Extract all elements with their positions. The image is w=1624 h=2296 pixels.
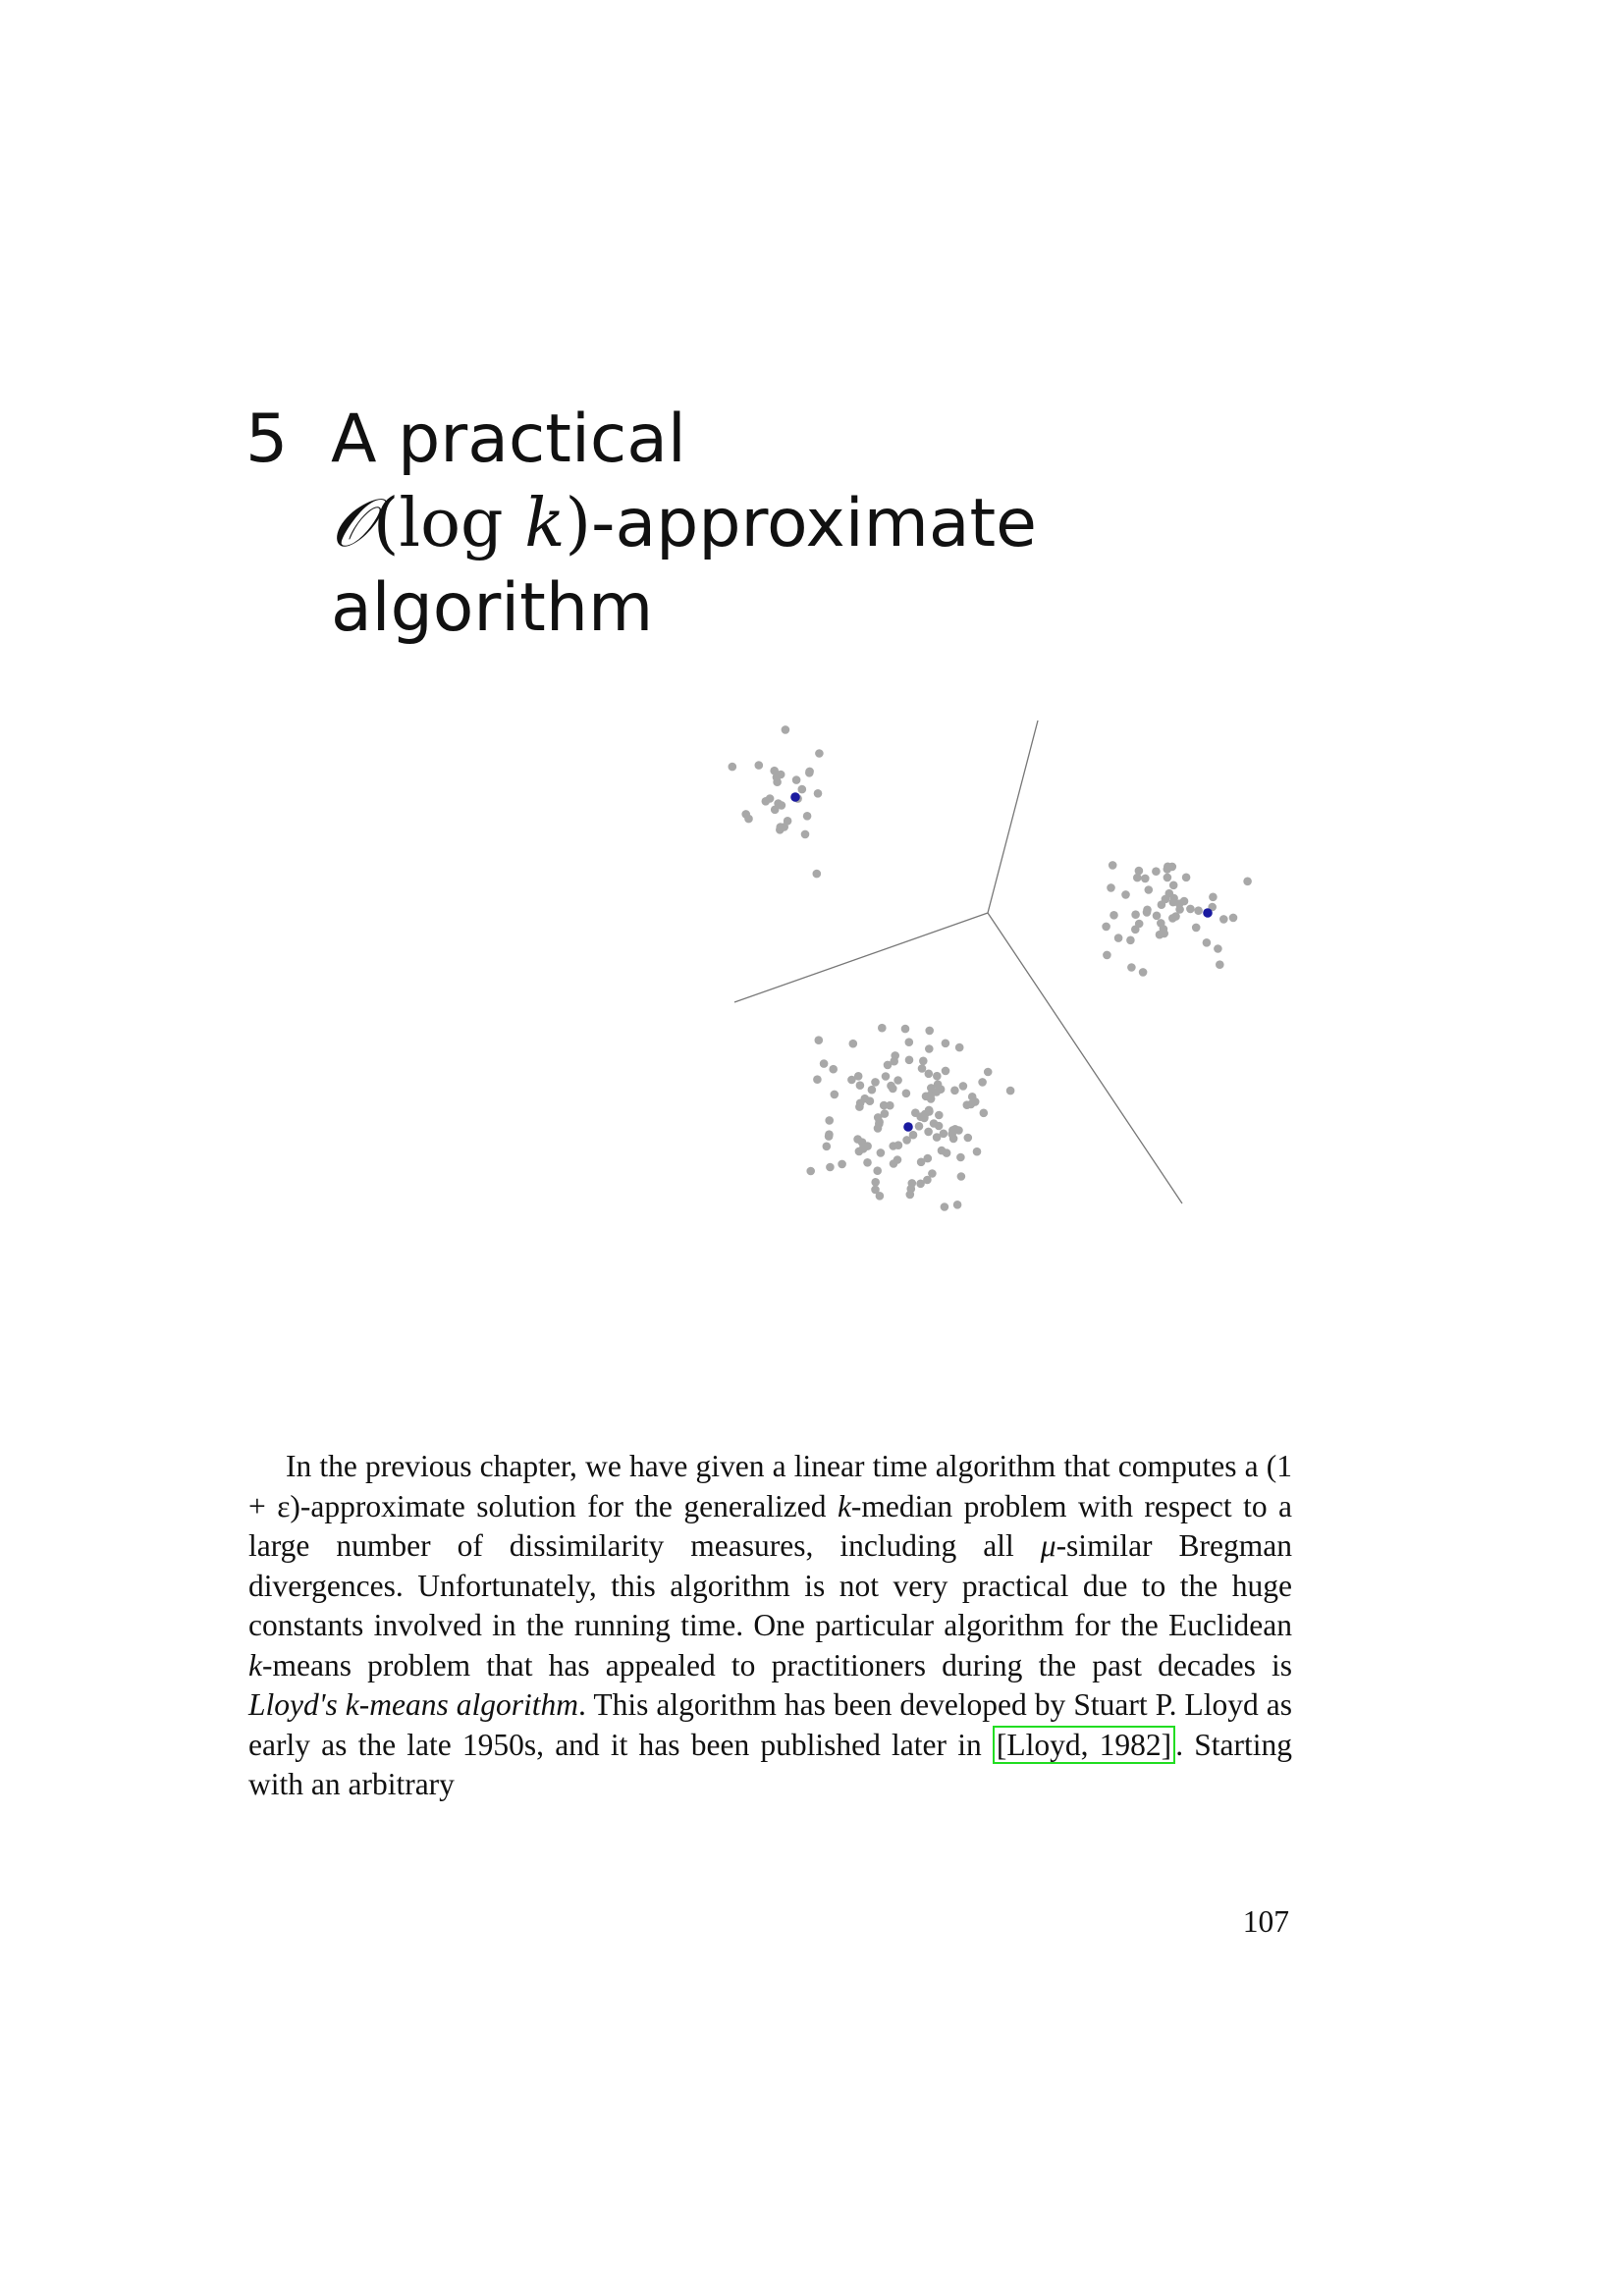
data-point: [853, 1135, 862, 1144]
data-point: [1164, 865, 1172, 874]
data-point: [902, 1136, 911, 1145]
mu-variable: μ: [1040, 1528, 1056, 1563]
data-point: [815, 1036, 824, 1044]
lloyds-algorithm-term: Lloyd's k-means algorithm: [248, 1687, 579, 1722]
data-point: [823, 1143, 832, 1151]
data-point: [782, 725, 790, 734]
data-point: [878, 1024, 887, 1033]
data-point: [1186, 905, 1195, 914]
data-point: [937, 1085, 946, 1094]
data-point: [905, 1038, 914, 1046]
close-paren: ): [565, 485, 591, 562]
data-points: [729, 725, 1252, 1211]
citation-link[interactable]: [Lloyd, 1982]: [993, 1726, 1175, 1764]
data-point: [893, 1155, 902, 1164]
data-point: [871, 1178, 880, 1187]
data-point: [838, 1160, 846, 1169]
data-point: [829, 1065, 838, 1074]
text-segment: . Starting with an arbitrary: [248, 1727, 1292, 1801]
data-point: [755, 761, 764, 770]
data-point: [874, 1113, 883, 1122]
data-point: [876, 1192, 885, 1201]
chapter-title-line-2: [331, 482, 1116, 566]
data-point: [957, 1172, 966, 1181]
data-point: [933, 1072, 942, 1081]
data-point: [1139, 968, 1148, 977]
data-point: [905, 1056, 914, 1065]
data-point: [863, 1142, 872, 1150]
data-point: [813, 870, 822, 879]
data-point: [938, 1147, 947, 1155]
data-point: [902, 1090, 911, 1098]
data-point: [1153, 912, 1162, 921]
cluster-center: [903, 1122, 913, 1132]
chapter-number: 5: [245, 400, 289, 478]
data-point: [826, 1163, 835, 1172]
data-point: [1109, 861, 1117, 870]
data-point: [1114, 934, 1123, 942]
boundary-line: [988, 913, 1182, 1203]
data-point: [959, 1082, 968, 1091]
data-point: [1192, 924, 1201, 933]
text-segment: In the previous chapter, we have given a linear time algorithm that computes a (1 + ε)-approximate solution for the generalized: [248, 1449, 1292, 1523]
approximate-text: -approximate: [590, 485, 1038, 562]
data-point: [877, 1148, 886, 1157]
data-point: [801, 830, 810, 839]
data-point: [863, 1158, 872, 1167]
data-point: [935, 1111, 944, 1120]
data-point: [942, 1067, 950, 1076]
data-point: [918, 1064, 927, 1073]
chapter-title-line-1: A practical: [331, 400, 686, 478]
data-point: [971, 1097, 980, 1106]
data-point: [893, 1076, 902, 1085]
data-point: [889, 1142, 897, 1150]
data-point: [744, 815, 753, 824]
data-point: [973, 1148, 982, 1156]
data-point: [1165, 889, 1174, 898]
data-point: [770, 767, 779, 775]
data-point: [984, 1068, 993, 1077]
data-point: [813, 1075, 822, 1084]
paragraph-1: [248, 1447, 1292, 1805]
data-point: [930, 1119, 939, 1128]
data-point: [861, 1095, 870, 1103]
cluster-center: [1203, 908, 1213, 918]
boundary-line: [734, 913, 988, 1002]
data-point: [978, 1078, 987, 1087]
data-point: [856, 1081, 865, 1090]
data-point: [947, 1130, 956, 1139]
data-point: [820, 1059, 829, 1068]
data-point: [925, 1027, 934, 1036]
data-point: [926, 1092, 935, 1100]
chapter-title: [331, 398, 1116, 651]
data-point: [953, 1201, 962, 1209]
data-point: [1219, 915, 1228, 924]
data-point: [825, 1132, 834, 1141]
data-point: [1175, 899, 1184, 908]
data-point: [884, 1061, 893, 1070]
data-point: [1126, 936, 1135, 945]
data-point: [825, 1116, 834, 1125]
data-point: [1169, 881, 1178, 890]
text-segment: . This algorithm has been developed by Stuart P. Lloyd as early as the late 1950s, and it has been published later in: [248, 1687, 1293, 1762]
data-point: [917, 1158, 926, 1167]
data-point: [1214, 944, 1222, 953]
data-point: [882, 1072, 891, 1081]
data-point: [1141, 875, 1150, 883]
big-o-symbol: 𝒪: [331, 485, 373, 562]
data-point: [964, 1134, 973, 1143]
data-point: [871, 1078, 880, 1087]
k-variable: k: [248, 1647, 262, 1682]
data-point: [784, 817, 792, 826]
data-point: [980, 1109, 989, 1118]
data-point: [942, 1040, 950, 1048]
text-segment: -means problem that has appealed to practitioners during the past decades is: [261, 1647, 1292, 1682]
data-point: [1103, 951, 1111, 960]
data-point: [1006, 1087, 1015, 1095]
chapter-title-line-3: algorithm: [331, 569, 654, 647]
data-point: [906, 1191, 915, 1200]
data-point: [806, 1167, 815, 1176]
data-point: [916, 1180, 925, 1189]
data-point: [928, 1169, 937, 1178]
data-point: [847, 1076, 856, 1085]
data-point: [1127, 963, 1136, 972]
data-point: [1157, 919, 1165, 928]
data-point: [729, 763, 737, 772]
data-point: [1194, 906, 1203, 915]
data-point: [805, 769, 814, 777]
data-point: [798, 785, 807, 794]
data-point: [868, 1086, 877, 1095]
data-point: [849, 1040, 858, 1048]
data-point: [925, 1107, 934, 1116]
data-point: [955, 1043, 964, 1052]
data-point: [1133, 874, 1142, 882]
data-point: [792, 775, 801, 784]
data-point: [1152, 867, 1161, 876]
data-point: [956, 1153, 965, 1162]
data-point: [774, 799, 783, 808]
data-point: [776, 826, 785, 834]
data-point: [1243, 878, 1252, 886]
data-point: [1216, 960, 1224, 969]
data-point: [815, 749, 824, 758]
data-point: [925, 1044, 934, 1053]
data-point: [1121, 890, 1130, 899]
data-point: [814, 789, 823, 798]
data-point: [901, 1025, 910, 1034]
title-math: [331, 485, 591, 562]
data-point: [919, 1057, 928, 1066]
data-point: [1182, 874, 1191, 882]
data-point: [1143, 908, 1152, 917]
data-point: [925, 1070, 934, 1079]
cluster-center: [790, 792, 800, 802]
data-point: [950, 1087, 959, 1095]
data-point: [924, 1128, 933, 1137]
data-point: [1203, 938, 1212, 947]
data-point: [1135, 920, 1144, 929]
text-segment: -median problem with respect to a large number of dissimilarity measures, including all: [248, 1488, 1292, 1563]
data-point: [1164, 874, 1172, 882]
data-point: [831, 1091, 839, 1099]
k-variable: k: [524, 485, 566, 562]
data-point: [1229, 914, 1238, 923]
voronoi-cluster-figure: [717, 707, 1306, 1256]
text-segment: -similar Bregman divergences. Unfortunately, this algorithm is not very practical due to the huge constants involved in the running time. One particular algorithm for the Euclidean: [248, 1528, 1292, 1642]
data-point: [933, 1133, 942, 1142]
body-paragraph: [248, 1447, 1292, 1805]
data-point: [1110, 911, 1118, 920]
page-number: 107: [1242, 1904, 1289, 1939]
data-point: [887, 1082, 895, 1091]
data-point: [762, 797, 771, 806]
data-point: [873, 1166, 882, 1175]
data-point: [855, 1102, 864, 1111]
data-point: [1107, 883, 1115, 892]
data-point: [1131, 910, 1140, 919]
data-point: [1145, 885, 1154, 894]
data-point: [886, 1101, 894, 1110]
k-variable: k: [837, 1488, 851, 1523]
data-point: [803, 812, 812, 821]
data-point: [1102, 923, 1110, 932]
data-point: [915, 1122, 924, 1131]
data-point: [941, 1202, 949, 1211]
log-text: (log: [372, 485, 525, 562]
data-point: [1209, 893, 1218, 902]
boundary-line: [988, 721, 1038, 913]
